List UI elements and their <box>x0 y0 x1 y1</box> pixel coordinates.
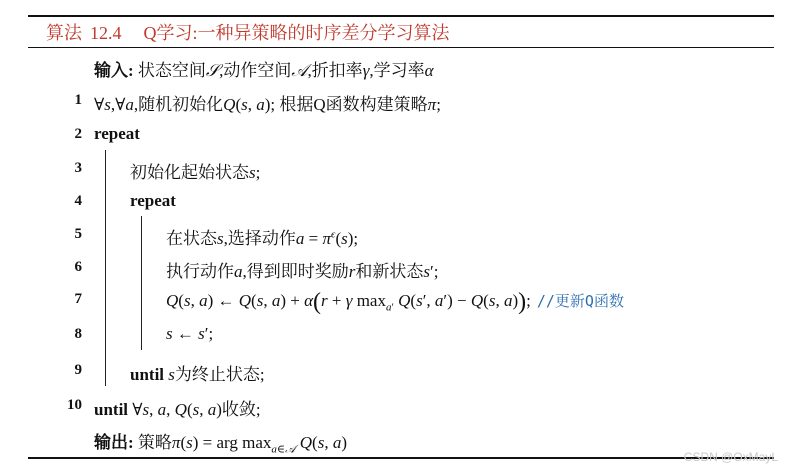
line-9: until s为终止状态; <box>130 365 265 384</box>
line-1: ∀s,∀a,随机初始化Q(s, a); 根据Q函数构建策略π; <box>94 95 441 114</box>
bottom-rule <box>28 457 774 459</box>
header-rule <box>28 47 774 48</box>
line-number-4: 4 <box>74 193 82 209</box>
input-line: 输入: 状态空间𝒮,动作空间𝒜,折扣率γ,学习率α <box>94 61 434 80</box>
line-3: 初始化起始状态s; <box>130 163 261 182</box>
top-rule <box>28 15 774 17</box>
line-7: Q(s, a) ← Q(s, a) + α(r + γ $\max_{a'} Q(s'$, a′) − Q(s, a)); //更新Q函数 <box>166 289 624 315</box>
outer-loop-bar <box>105 150 106 386</box>
line-6: 执行动作a,得到即时奖励r和新状态s′; <box>166 262 439 281</box>
line-number-10: 10 <box>67 397 82 413</box>
line-number-7: 7 <box>74 291 82 307</box>
algorithm-name: Q学习:一种异策略的时序差分学习算法 <box>143 23 450 43</box>
algorithm-title <box>46 19 450 45</box>
line-8: s ← s′; <box>166 324 214 343</box>
algorithm-number: 12.4 <box>90 23 122 43</box>
line-number-5: 5 <box>74 226 82 242</box>
line-number-6: 6 <box>74 259 82 275</box>
line-number-3: 3 <box>74 160 82 176</box>
update-comment: //更新Q函数 <box>536 292 624 310</box>
output-line: 输出: 策略π(s) = arg $\max_{a\in 𝒜} Q(s$, a) <box>94 433 347 456</box>
line-5: 在状态s,选择动作$a = \pi^\epsilon(s)$; <box>166 228 359 248</box>
algorithm-label: 算法 <box>46 23 82 43</box>
line-number-9: 9 <box>74 362 82 378</box>
line-number-2: 2 <box>74 126 82 142</box>
inner-loop-bar <box>141 216 142 350</box>
line-4: repeat <box>130 191 176 210</box>
line-number-1: 1 <box>74 92 82 108</box>
line-2: repeat <box>94 124 140 143</box>
line-10: until ∀s, a, Q(s, a)收敛; <box>94 400 261 419</box>
watermark: CSDN @OxMayL <box>683 450 778 464</box>
line-number-8: 8 <box>74 326 82 342</box>
